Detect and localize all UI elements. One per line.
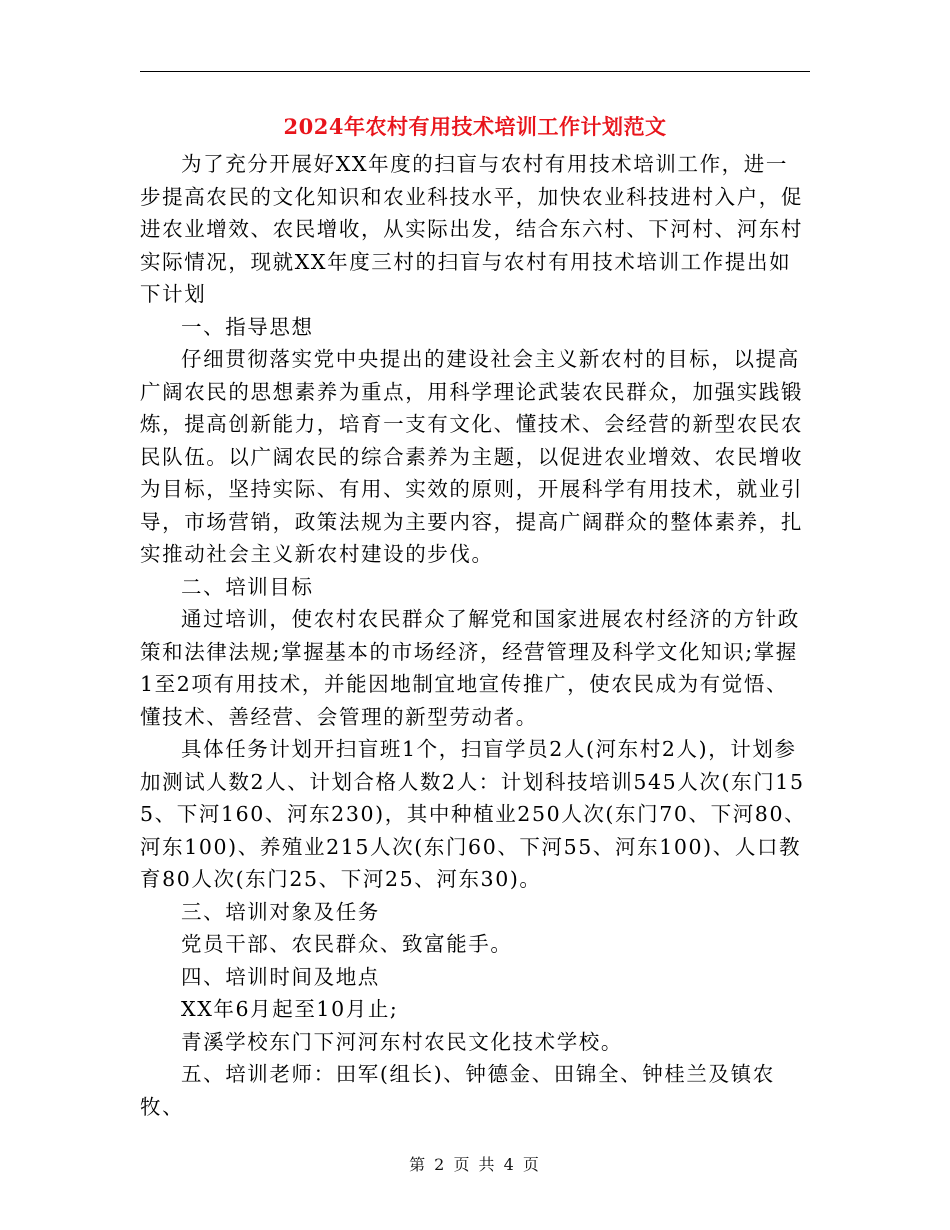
training-time-paragraph: XX年6月起至10月止; bbox=[181, 997, 399, 1021]
training-location-paragraph: 青溪学校东门下河河东村农民文化技术学校。 bbox=[181, 1029, 623, 1054]
intro-paragraph: 为了充分开展好XX年度的扫盲与农村有用技术培训工作，进一步提高农民的文化知识和农业科技水平，加快农业科技进村入户，促进农业增效、农民增收，从实际出发，结合东六村、下河村、河东村实际情况，现就XX年度三村的扫盲与农村有用技术培训工作提出如下计划 bbox=[140, 152, 803, 306]
section-heading-teachers: 五、培训老师：田军(组长)、钟德金、田锦全、钟桂兰及镇农牧、 bbox=[140, 1062, 775, 1119]
section-heading-training-targets: 三、培训对象及任务 bbox=[181, 899, 380, 924]
document-title: 2024年农村有用技术培训工作计划范文 bbox=[283, 114, 667, 139]
section-heading-time-location: 四、培训时间及地点 bbox=[181, 964, 380, 989]
training-targets-paragraph: 党员干部、农民群众、致富能手。 bbox=[181, 932, 513, 956]
section-heading-guiding-thought: 一、指导思想 bbox=[181, 314, 314, 339]
header-rule bbox=[140, 71, 810, 72]
training-goals-paragraph: 通过培训，使农村农民群众了解党和国家进展农村经济的方针政策和法律法规;掌握基本的市场经济，经营管理及科学文化知识;掌握1至2项有用技术，并能因地制宜地宣传推广，使农民成为有觉悟、懂技术、善经营、会管理的新型劳动者。 bbox=[140, 607, 800, 729]
document-body bbox=[140, 148, 810, 1123]
page-number: 第 2 页 共 4 页 bbox=[409, 1155, 541, 1174]
guiding-thought-paragraph: 仔细贯彻落实党中央提出的建设社会主义新农村的目标，以提高广阔农民的思想素养为重点，用科学理论武装农民群众，加强实践锻炼，提高创新能力，培育一支有文化、懂技术、会经营的新型农民农民队伍。以广阔农民的综合素养为主题，以促进农业增效、农民增收为目标，坚持实际、有用、实效的原则，开展科学有用技术，就业引导，市场营销，政策法规为主要内容，提高广阔群众的整体素养，扎实推动社会主义新农村建设的步伐。 bbox=[140, 347, 803, 566]
specific-tasks-paragraph: 具体任务计划开扫盲班1个，扫盲学员2人(河东村2人)，计划参加测试人数2人、计划合格人数2人：计划科技培训545人次(东门155、下河160、河东230)，其中种植业250人次(东门70、下河80、河东100)、养殖业215人次(东门60、下河55、河东100)、人口教育80人次(东门25、下河25、河东30)。 bbox=[140, 737, 807, 891]
section-heading-training-goals: 二、培训目标 bbox=[181, 574, 314, 599]
